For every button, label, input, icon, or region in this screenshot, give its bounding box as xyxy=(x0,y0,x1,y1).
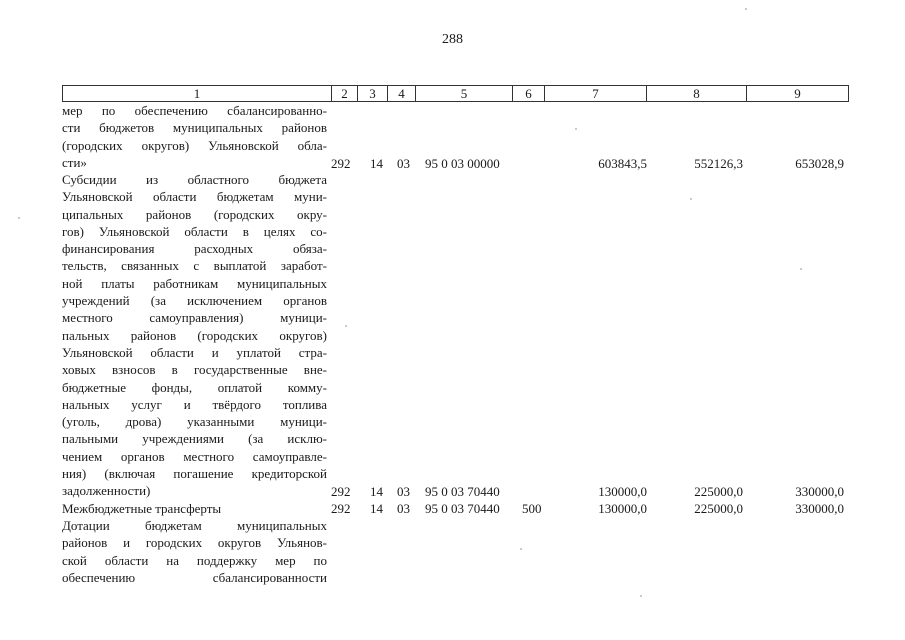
scan-speck xyxy=(745,8,747,10)
text-line: Ульяновской области и уплатой стра- xyxy=(62,344,327,360)
cell-col-5: 95 0 03 00000 xyxy=(425,156,500,171)
text-line: обеспечению сбалансированности xyxy=(62,569,327,585)
cell-col-4: 03 xyxy=(397,156,410,171)
cell-col-6: 500 xyxy=(522,501,542,516)
text-line: тельств, связанных с выплатой заработ- xyxy=(62,258,327,274)
table-row xyxy=(0,501,905,517)
cell-col-8: 225000,0 xyxy=(694,501,743,516)
text-line: пальными учреждениями (за исклю- xyxy=(62,431,327,447)
cell-col-9: 330000,0 xyxy=(795,484,844,499)
cell-col-2: 292 xyxy=(331,501,351,516)
cell-col-9: 653028,9 xyxy=(795,156,844,171)
cell-col-3: 14 xyxy=(370,501,383,516)
scan-speck xyxy=(800,268,802,270)
table-row xyxy=(0,156,905,172)
row-description-subsidies xyxy=(62,171,327,500)
text-line: учреждений (за исключением органов xyxy=(62,293,327,309)
cell-col-8: 552126,3 xyxy=(694,156,743,171)
text-line: финансирования расходных обяза- xyxy=(62,241,327,257)
text-line: районов и городских округов Ульянов- xyxy=(62,535,327,551)
text-line: Субсидии из областного бюджета xyxy=(62,172,327,187)
row-description-dotations xyxy=(62,517,327,586)
header-col-3: 3 xyxy=(358,86,388,102)
text-line: ховых взносов в государственные вне- xyxy=(62,362,327,378)
text-line: ципальных районов (городских окру- xyxy=(62,206,327,222)
header-col-2: 2 xyxy=(332,86,358,102)
text-line: бюджетные фонды, оплатой комму- xyxy=(62,379,327,395)
cell-col-5: 95 0 03 70440 xyxy=(425,501,500,516)
page-number: 288 xyxy=(442,32,463,47)
text-line: задолженности) xyxy=(62,483,151,499)
text-line: Дотации бюджетам муниципальных xyxy=(62,518,327,533)
scan-speck xyxy=(690,198,692,200)
text-line: (уголь, дрова) указанными муници- xyxy=(62,414,327,430)
text-line: местного самоуправления) муници- xyxy=(62,310,327,326)
text-line: ной платы работникам муниципальных xyxy=(62,275,327,291)
header-col-9: 9 xyxy=(747,86,849,102)
text-line: сти бюджетов муниципальных районов xyxy=(62,120,327,136)
text-line: пальных районов (городских округов) xyxy=(62,327,327,343)
header-col-6: 6 xyxy=(513,86,545,102)
cell-col-3: 14 xyxy=(370,156,383,171)
cell-col-8: 225000,0 xyxy=(694,484,743,499)
header-col-1: 1 xyxy=(63,86,332,102)
header-col-7: 7 xyxy=(545,86,647,102)
cell-col-7: 130000,0 xyxy=(598,484,647,499)
header-col-8: 8 xyxy=(647,86,747,102)
text-line: ния) (включая погашение кредиторской xyxy=(62,466,327,482)
header-col-5: 5 xyxy=(416,86,513,102)
cell-col-2: 292 xyxy=(331,156,351,171)
cell-col-4: 03 xyxy=(397,484,410,499)
text-line: мер по обеспечению сбалансированно- xyxy=(62,103,327,118)
text-line: Межбюджетные трансферты xyxy=(62,501,222,516)
cell-col-4: 03 xyxy=(397,501,410,516)
scan-speck xyxy=(18,217,20,219)
text-line: (городских округов) Ульяновской обла- xyxy=(62,137,327,153)
scan-speck xyxy=(520,548,522,550)
cell-col-7: 130000,0 xyxy=(598,501,647,516)
scan-speck xyxy=(640,595,642,597)
cell-col-3: 14 xyxy=(370,484,383,499)
cell-col-9: 330000,0 xyxy=(795,501,844,516)
text-line: сти» xyxy=(62,154,87,170)
cell-col-5: 95 0 03 70440 xyxy=(425,484,500,499)
scan-speck xyxy=(575,128,577,130)
text-line: Ульяновской области бюджетам муни- xyxy=(62,189,327,205)
text-line: гов) Ульяновской области в целях со- xyxy=(62,223,327,239)
cell-col-2: 292 xyxy=(331,484,351,499)
text-line: ской области на поддержку мер по xyxy=(62,552,327,568)
cell-col-7: 603843,5 xyxy=(598,156,647,171)
header-col-4: 4 xyxy=(388,86,416,102)
text-line: нальных услуг и твёрдого топлива xyxy=(62,396,327,412)
table-row xyxy=(0,484,905,500)
column-header-row xyxy=(62,85,849,102)
scan-speck xyxy=(345,325,347,327)
text-line: чением органов местного самоуправле- xyxy=(62,448,327,464)
